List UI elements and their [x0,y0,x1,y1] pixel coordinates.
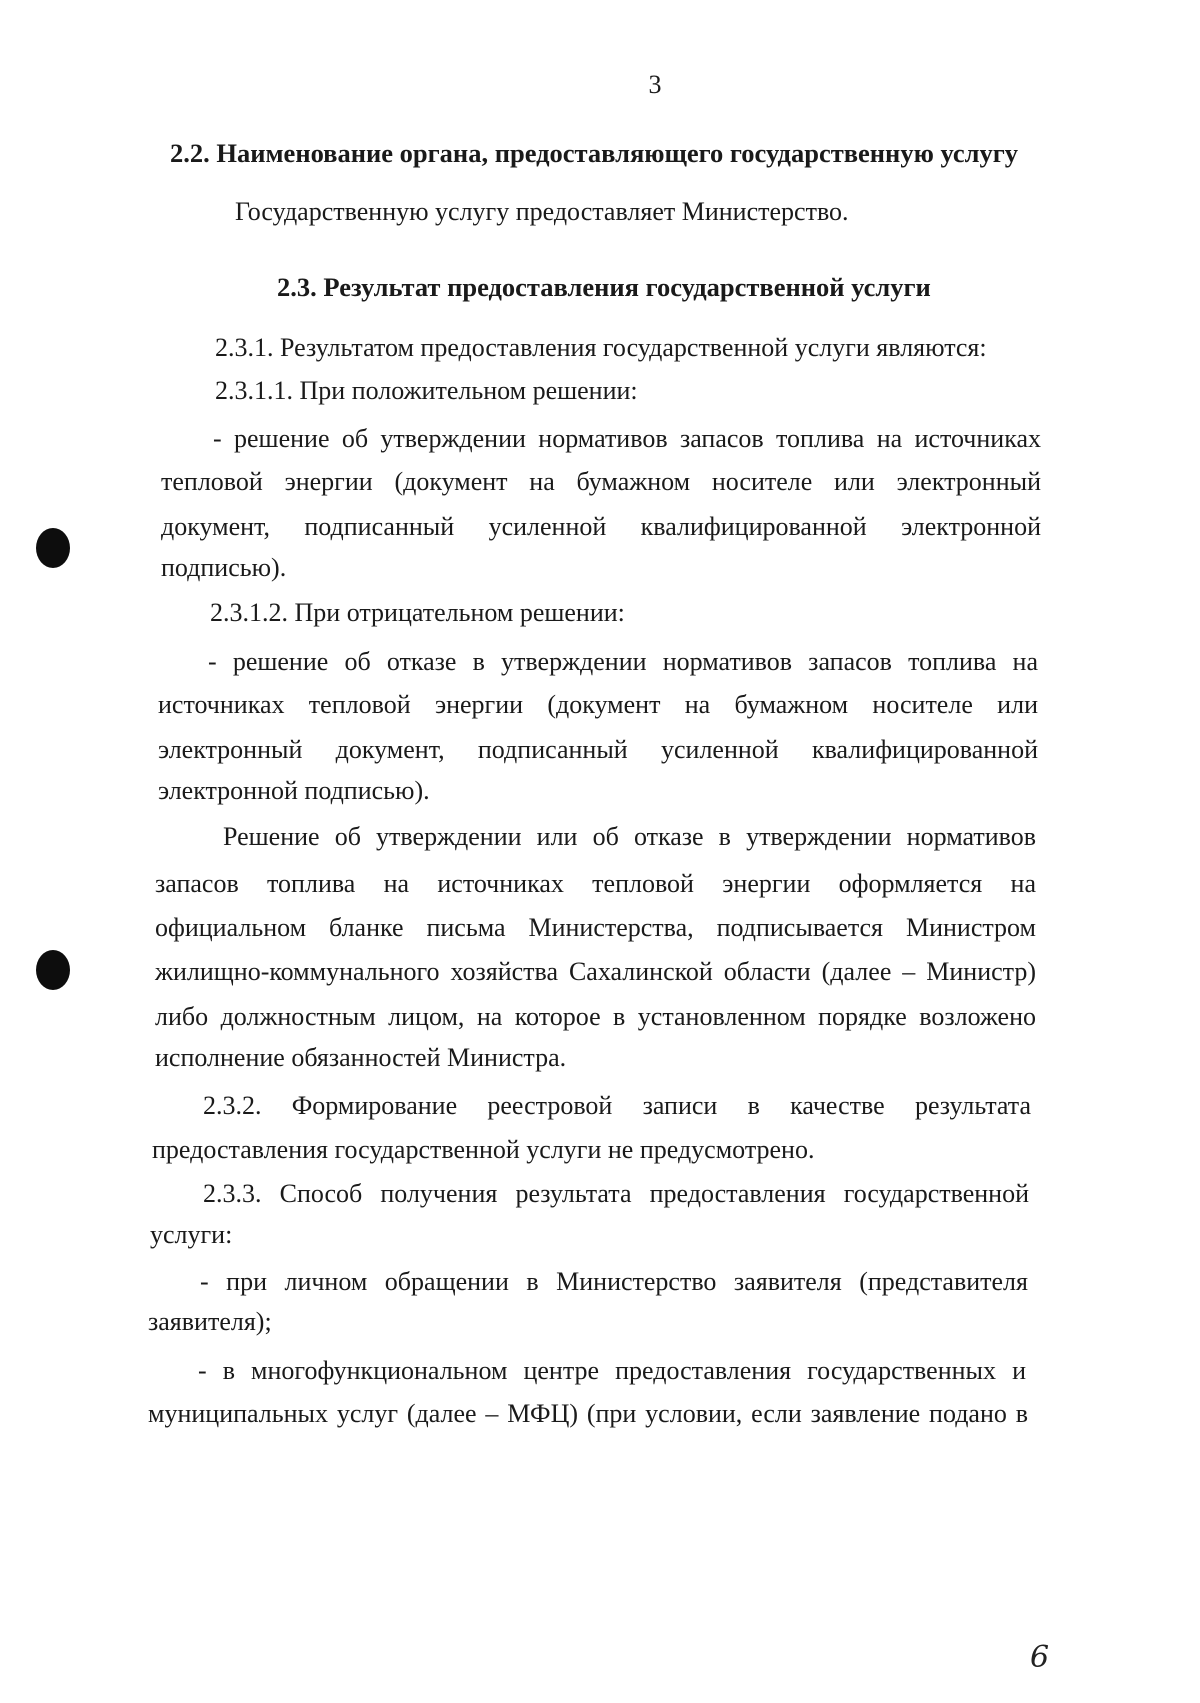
paragraph-2-3-3-line: услуги: [150,1220,233,1249]
decision-form-line: жилищно-коммунального хозяйства Сахалинской области (далее – Министр) [155,957,1036,986]
paragraph-2-3-1-1: 2.3.1.1. При положительном решении: [215,376,638,405]
decision-form-line: Решение об утверждении или об отказе в утверждении нормативов [223,822,1036,851]
paragraph-2-3-3-line: 2.3.3. Способ получения результата предоставления государственной [203,1179,1029,1208]
positive-decision-line: - решение об утверждении нормативов запасов топлива на источниках [213,424,1041,453]
page-number: 3 [648,70,662,99]
method-mfc-line: муниципальных услуг (далее – МФЦ) (при условии, если заявление подано в [148,1399,1028,1428]
decision-form-line: исполнение обязанностей Министра. [155,1043,567,1072]
negative-decision-line: источниках тепловой энергии (документ на бумажном носителе или [158,690,1038,719]
punch-hole [36,950,70,990]
negative-decision-line: электронный документ, подписанный усиленной квалифицированной [158,735,1038,764]
paragraph-2-3-1-2: 2.3.1.2. При отрицательном решении: [210,598,625,627]
section-2-2-body: Государственную услугу предоставляет Министерство. [235,197,849,226]
punch-hole [36,528,70,568]
positive-decision-line: подписью). [161,553,287,582]
section-2-3-heading: 2.3. Результат предоставления государственной услуги [277,272,931,302]
paragraph-2-3-2-line: 2.3.2. Формирование реестровой записи в качестве результата [203,1091,1031,1120]
section-2-2-heading: 2.2. Наименование органа, предоставляющего государственную услугу [170,138,1019,168]
positive-decision-line: документ, подписанный усиленной квалифицированной электронной [161,512,1041,541]
positive-decision-line: тепловой энергии (документ на бумажном носителе или электронный [161,467,1041,496]
method-personal-line: - при личном обращении в Министерство заявителя (представителя [200,1267,1028,1296]
negative-decision-line: электронной подписью). [158,776,430,805]
negative-decision-line: - решение об отказе в утверждении нормативов запасов топлива на [208,647,1038,676]
paragraph-2-3-2-line: предоставления государственной услуги не предусмотрено. [152,1135,815,1164]
decision-form-line: запасов топлива на источниках тепловой энергии оформляется на [155,869,1036,898]
decision-form-line: официальном бланке письма Министерства, подписывается Министром [155,913,1036,942]
decision-form-line: либо должностным лицом, на которое в установленном порядке возложено [155,1002,1036,1031]
paragraph-2-3-1: 2.3.1. Результатом предоставления государственной услуги являются: [215,333,987,362]
method-mfc-line: - в многофункциональном центре предоставления государственных и [198,1356,1026,1385]
method-personal-line: заявителя); [148,1307,272,1336]
handwritten-page-mark: 6 [1030,1640,1050,1675]
